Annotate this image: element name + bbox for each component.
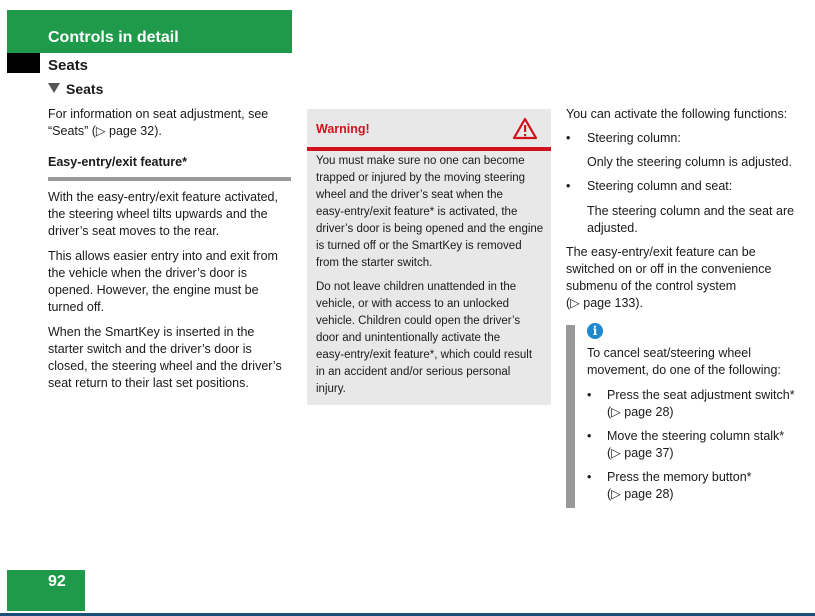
text-line: trapped or injured by the moving steering (316, 172, 526, 184)
header-title: Controls in detail (48, 29, 179, 46)
page-reference: (▷ page 37) (607, 446, 674, 460)
text-line: The steering column and the seat are (587, 204, 795, 218)
text-line: injury. (316, 383, 346, 395)
warning-paragraph-trapped (316, 153, 544, 272)
text-line: is turned off or the SmartKey is removed (316, 240, 522, 252)
text-line: easy-entry/exit feature* is activated, the (316, 206, 518, 218)
text-line: Move the steering column stalk* (607, 429, 785, 443)
warning-header (307, 109, 551, 151)
info-icon: i (587, 323, 603, 339)
text-line: Do not leave children unattended in the (316, 281, 517, 293)
text-line: seat return to their last set positions. (48, 376, 249, 390)
text-line: turned off. (48, 300, 105, 314)
note-intro (587, 345, 807, 379)
text-line: When the SmartKey is inserted in the (48, 325, 255, 339)
warning-paragraph-children (316, 279, 544, 398)
text-line: You must make sure no one can become (316, 155, 525, 167)
warning-box (307, 109, 551, 405)
paragraph-activation (48, 189, 293, 240)
text-line: door and unintentionally activate the (316, 332, 501, 344)
text-line: To cancel seat/steering wheel (587, 346, 751, 360)
text-line: wheel and the driver’s seat when the (316, 189, 503, 201)
page-number-box (7, 570, 85, 611)
section-title: Seats (48, 57, 89, 74)
text-line: closed, the steering wheel and the driver’s (48, 359, 282, 373)
text-line: The easy-entry/exit feature can be (566, 245, 756, 259)
note-item-memory-button (607, 469, 812, 503)
paragraph-entry-exit (48, 248, 293, 316)
triangle-down-icon (48, 83, 60, 93)
feature-heading: Easy-entry/exit feature* (48, 155, 291, 181)
subsection-title (48, 81, 103, 97)
text-line: vehicle. Children could open the driver’s (316, 315, 521, 327)
functions-intro: You can activate the following functions: (566, 107, 788, 121)
bullet-icon: • (566, 131, 571, 145)
text-line: For information on seat adjustment, see (48, 107, 269, 121)
convenience-paragraph (566, 244, 806, 312)
bullet-steering-column-detail: Only the steering column is adjusted. (587, 155, 792, 169)
bullet-icon: • (587, 388, 592, 402)
text-line: (▷ page 133). (566, 296, 644, 310)
section-marker (7, 53, 40, 73)
text-line: Press the memory button* (607, 470, 752, 484)
text-line: easy-entry/exit feature*, which could result (316, 349, 533, 361)
bullet-steering-column-seat-detail (587, 203, 807, 237)
intro-paragraph (48, 106, 293, 140)
subsection-label: Seats (66, 81, 104, 97)
text-line: opened. However, the engine must be (48, 283, 259, 297)
text-line: adjusted. (587, 221, 638, 235)
bullet-icon: • (587, 429, 592, 443)
page-number: 92 (48, 573, 66, 590)
text-line: This allows easier entry into and exit from (48, 249, 278, 263)
text-line: driver’s door is being opened and the engine (316, 223, 544, 235)
text-line: With the easy-entry/exit feature activated, (48, 190, 278, 204)
note-item-seat-switch (607, 387, 812, 421)
text-line: the vehicle when the driver’s door is (48, 266, 247, 280)
page-reference: (▷ page 28) (607, 487, 674, 501)
text-line: Press the seat adjustment switch* (607, 388, 795, 402)
paragraph-smartkey (48, 324, 293, 392)
note-item-steering-stalk (607, 428, 812, 462)
note-sidebar (566, 325, 575, 508)
text-line: “Seats” (▷ page 32). (48, 124, 162, 138)
warning-triangle-icon (512, 117, 538, 140)
page-reference: (▷ page 28) (607, 405, 674, 419)
bullet-icon: • (587, 470, 592, 484)
bullet-steering-column: Steering column: (587, 131, 681, 145)
text-line: vehicle, or with access to an unlocked (316, 298, 510, 310)
text-line: from the starter switch. (316, 257, 433, 269)
text-line: switched on or off in the convenience (566, 262, 772, 276)
warning-label: Warning! (316, 122, 370, 136)
text-line: the steering wheel tilts upwards and the (48, 207, 268, 221)
text-line: submenu of the control system (566, 279, 737, 293)
text-line: movement, do one of the following: (587, 363, 781, 377)
bullet-steering-column-seat: Steering column and seat: (587, 179, 733, 193)
text-line: in an accident and/or serious personal (316, 366, 511, 378)
bullet-icon: • (566, 179, 571, 193)
text-line: driver’s seat moves to the rear. (48, 224, 220, 238)
text-line: starter switch and the driver’s door is (48, 342, 252, 356)
